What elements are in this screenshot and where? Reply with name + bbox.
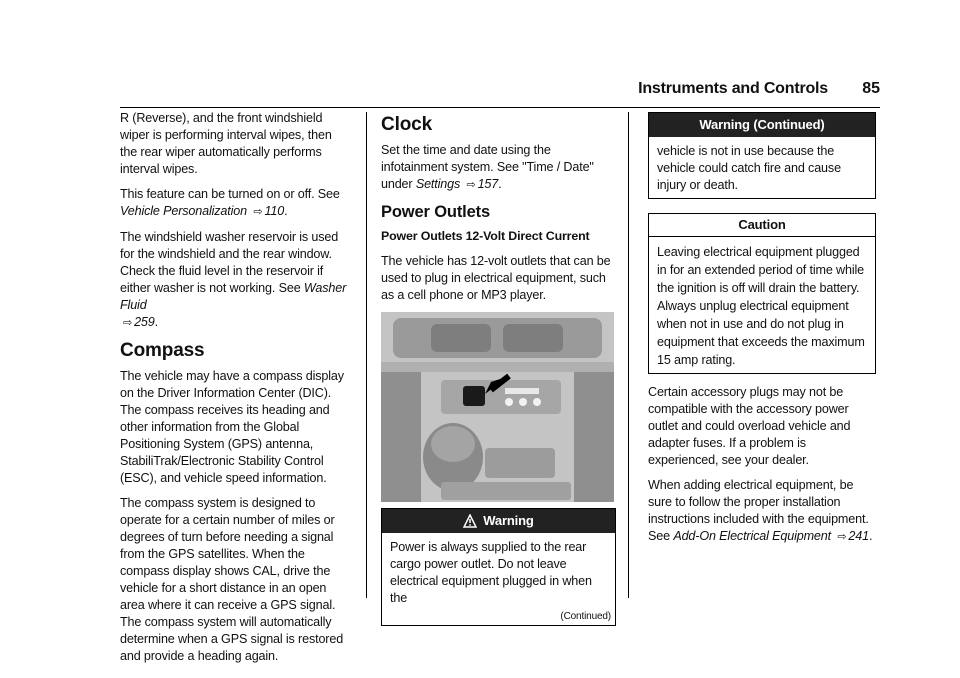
console-illustration — [381, 312, 614, 502]
subheading: Power Outlets 12-Volt Direct Current — [381, 229, 590, 243]
warning-continued-box — [648, 112, 876, 199]
page-ref-icon: ⇨ — [253, 206, 263, 218]
power-outlet-photo — [381, 312, 614, 502]
paragraph: The vehicle may have a compass display on the Driver Information Center (DIC). The compass receives its heading and other information from the Global Positioning System (GPS) antenna, StabiliTrak/Electronic Stability Control (ESC), and vehicle speed information. — [120, 369, 344, 485]
page-header — [120, 80, 880, 108]
warning-text: Power is always supplied to the rear cargo power outlet. Do not leave electrical equipment plugged in when the — [390, 540, 592, 605]
section-heading: Compass — [120, 340, 205, 361]
header-rule — [120, 107, 880, 108]
column-2 — [381, 110, 614, 626]
section-heading: Power Outlets — [381, 203, 490, 221]
caution-box — [648, 213, 876, 374]
paragraph: R (Reverse), and the front windshield wiper is performing interval wipes, then the rear wiper automatically performs interval wipes. — [120, 111, 332, 176]
page-ref-number[interactable]: 241 — [848, 529, 869, 543]
warning-continued-header: Warning (Continued) — [649, 113, 875, 137]
page-ref-number[interactable]: 259 — [134, 315, 155, 329]
continued-label: (Continued) — [560, 611, 611, 622]
paragraph: Certain accessory plugs may not be compatible with the accessory power outlet and could overload vehicle and adapter fuses. If a problem is experienced, see your dealer. — [648, 385, 851, 467]
cross-reference-link[interactable]: Add-On Electrical Equipment — [673, 529, 831, 543]
paragraph: This feature can be turned on or off. See Vehicle Personalization ⇨ 110. — [120, 187, 340, 218]
column-divider — [366, 112, 367, 598]
warning-continued-text: vehicle is not in use because the vehicle could catch fire and cause injury or death. — [657, 144, 841, 192]
paragraph: The vehicle has 12-volt outlets that can be used to plug in electrical equipment, such as a cell phone or MP3 player. — [381, 254, 611, 302]
column-3 — [648, 110, 876, 554]
paragraph: The windshield washer reservoir is used for the windshield and the rear window. Check the fluid level in the reservoir if either washer is not working. See Washer Fluid ⇨ 259. — [120, 230, 347, 329]
section-title: Instruments and Controls — [638, 80, 828, 97]
column-divider — [628, 112, 629, 598]
section-heading: Clock — [381, 114, 432, 135]
caution-text: Leaving electrical equipment plugged in for an extended period of time while the ignition is off will drain the battery. Always unplug electrical equipment when not in use and do not plug in equipment that exceeds the maximum 15 amp rating. — [657, 245, 865, 367]
page-number: 85 — [862, 80, 880, 97]
cross-reference-link[interactable]: Washer Fluid — [120, 281, 347, 312]
warning-triangle-icon — [463, 512, 477, 536]
page-ref-number[interactable]: 110 — [264, 204, 285, 218]
paragraph: The compass system is designed to operate for a certain number of miles or degrees of turn before needing a signal from the GPS satellites. When the compass display shows CAL, drive the vehicle for a short distance in an open area where it can receive a GPS signal. The compass system will automatically determine when a GPS signal is restored and provide a heading again. — [120, 496, 344, 663]
column-1 — [120, 110, 352, 673]
page-ref-number[interactable]: 157 — [477, 177, 499, 191]
page-ref-icon: ⇨ — [466, 179, 476, 191]
page-ref-icon: ⇨ — [837, 531, 847, 543]
paragraph: Set the time and date using the infotainment system. See "Time / Date" under Settings ⇨ 157. — [381, 143, 594, 191]
page-ref-icon: ⇨ — [123, 317, 133, 329]
cross-reference-link[interactable]: Vehicle Personalization — [120, 204, 247, 218]
caution-header: Caution — [649, 214, 875, 237]
warning-box — [381, 508, 616, 626]
warning-header: Warning — [382, 509, 615, 533]
paragraph: When adding electrical equipment, be sure to follow the proper installation instructions included with the equipment. See Add-On Electrical Equipment ⇨ 241. — [648, 478, 873, 543]
cross-reference-link[interactable]: Settings — [415, 177, 461, 191]
